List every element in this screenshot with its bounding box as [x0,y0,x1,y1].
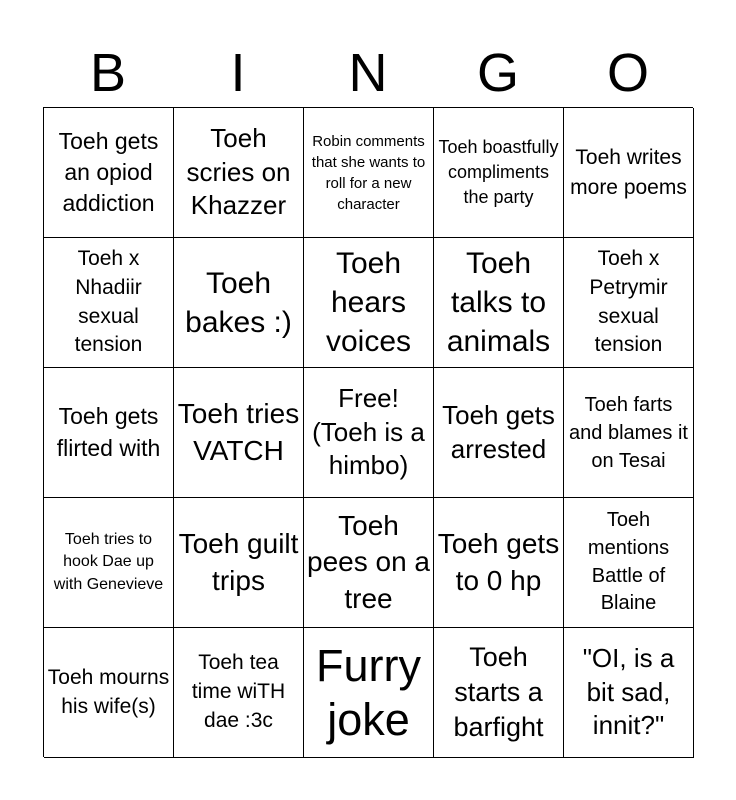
header-letter-b: B [89,43,127,103]
cell-text: Toeh mentions Battle of Blaine [587,509,670,615]
cell-text: Toeh starts a barfight [453,641,544,743]
bingo-cell[interactable] [304,238,434,368]
bingo-cell[interactable] [44,368,174,498]
cell-text: Toeh gets an opiod addiction [58,127,159,217]
bingo-cell[interactable] [304,368,434,498]
cell-text: Toeh x Petrymir sexual tension [589,246,668,357]
bingo-cell[interactable] [174,368,304,498]
cell-text: Toeh hears voices [325,247,412,358]
bingo-cell[interactable] [434,238,564,368]
cell-text: Toeh tries VATCH [177,398,300,466]
bingo-cell[interactable] [44,628,174,758]
bingo-cell[interactable] [174,108,304,238]
bingo-cell[interactable] [564,498,694,628]
cell-text: Toeh gets flirted with [56,403,161,461]
bingo-cell[interactable] [564,628,694,758]
cell-text: Toeh gets to 0 hp [437,528,560,596]
cell-text: Robin comments that she wants to roll for a new character [311,132,426,213]
cell-text: Toeh mourns his wife(s) [47,665,170,718]
cell-text: Toeh tea time wiTH dae :3c [191,651,286,732]
bingo-cell[interactable] [304,628,434,758]
bingo-cell[interactable] [434,628,564,758]
cell-text: Toeh tries to hook Dae up with Genevieve [53,530,164,593]
cell-text: Toeh guilt trips [178,528,299,596]
cell-text: Toeh gets arrested [442,399,555,464]
cell-text: Furry joke [316,639,421,745]
bingo-cell[interactable] [44,498,174,628]
header-letter-g: G [476,43,519,103]
bingo-cell[interactable] [564,238,694,368]
bingo-cell[interactable] [174,238,304,368]
cell-text: Toeh boastfully compliments the party [438,136,559,208]
cell-text: "OI, is a bit sad, innit?" [582,642,675,741]
header-letter-n: N [348,43,388,103]
cell-text: Toeh farts and blames it on Tesai [569,393,688,472]
bingo-grid [43,107,693,757]
cell-text: Free! (Toeh is a himbo) [312,382,425,481]
bingo-cell[interactable] [434,108,564,238]
bingo-cell[interactable] [564,108,694,238]
bingo-cell[interactable] [44,238,174,368]
cell-text: Toeh scries on Khazzer [186,122,291,221]
header-letter-i: I [230,43,246,103]
bingo-cell[interactable] [434,498,564,628]
cell-text: Toeh talks to animals [446,247,551,358]
header-letter-o: O [606,43,649,103]
bingo-cell[interactable] [564,368,694,498]
cell-text: Toeh pees on a tree [307,509,430,614]
cell-text: Toeh x Nhadiir sexual tension [74,246,143,357]
bingo-cell[interactable] [174,628,304,758]
cell-text: Toeh bakes :) [185,266,292,339]
bingo-cell[interactable] [304,108,434,238]
bingo-cell[interactable] [44,108,174,238]
bingo-header [43,40,693,106]
bingo-cell[interactable] [304,498,434,628]
bingo-cell[interactable] [434,368,564,498]
bingo-cell[interactable] [174,498,304,628]
cell-text: Toeh writes more poems [570,146,687,199]
